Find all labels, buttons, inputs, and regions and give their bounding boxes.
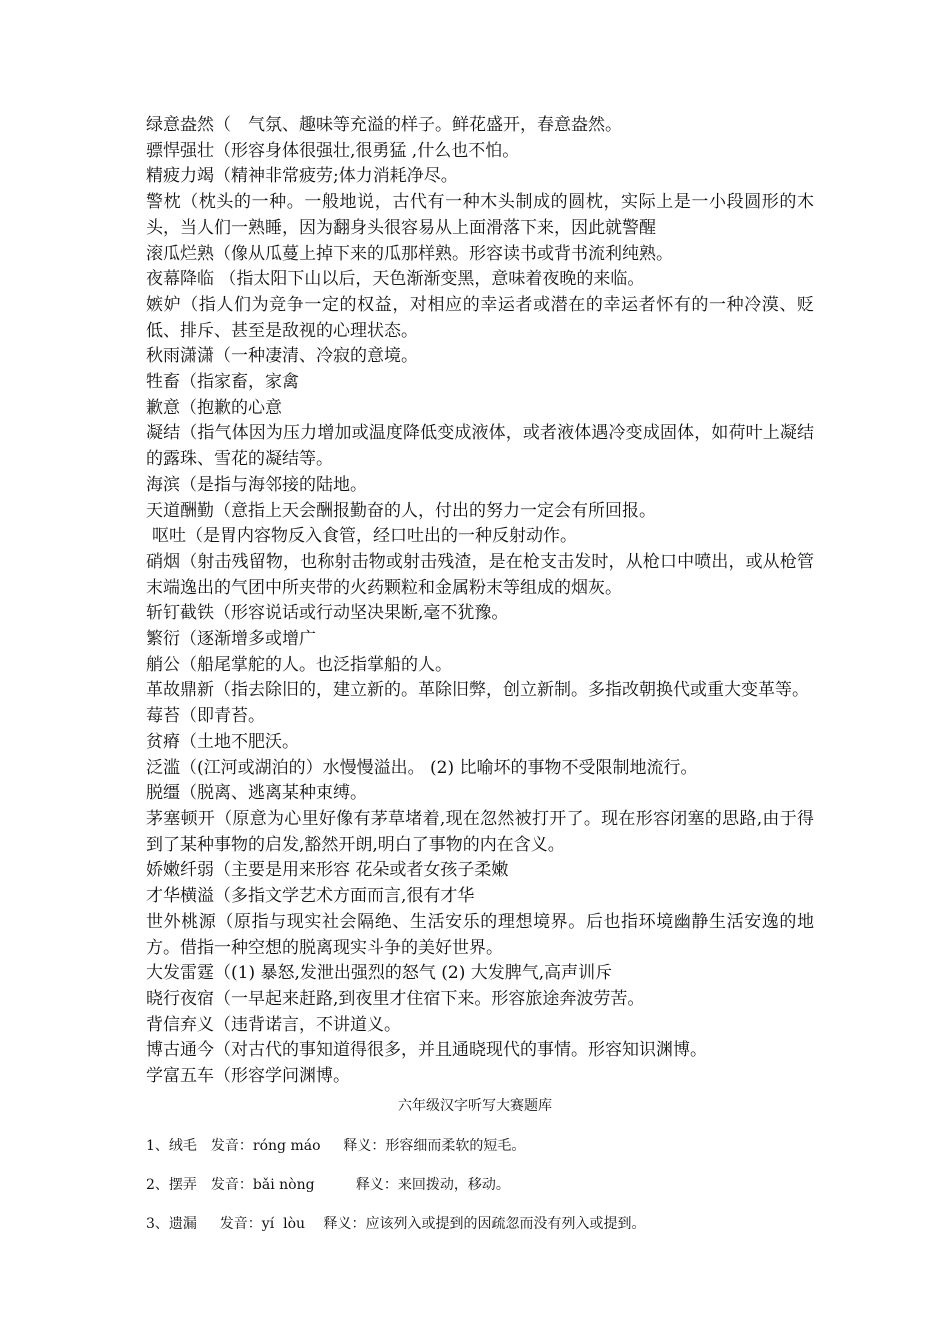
section-title: 六年级汉字听写大赛题库 xyxy=(398,1098,552,1114)
definition-entry: 世外桃源（原指与现实社会隔绝、生活安乐的理想境界。后也指环境幽静生活安逸的地方。借指一种空想的脱离现实斗争的美好世界。 xyxy=(146,911,814,958)
definition-entry: 脱缰（脱离、逃离某种束缚。 xyxy=(146,783,367,804)
definition-entry: 娇嫩纤弱（主要是用来形容 花朵或者女孩子柔嫩 xyxy=(146,860,509,881)
definition-entry: 莓苔（即青苔。 xyxy=(146,706,265,727)
definition-entry: 牲畜（指家畜，家禽 xyxy=(146,372,299,393)
definition-entry: 呕吐（是胃内容物反入食管，经口吐出的一种反射动作。 xyxy=(152,526,577,547)
definition-entry: 贫瘠（土地不肥沃。 xyxy=(146,731,299,752)
dictation-item: 1、绒毛 发音：róng máo 释义：形容细而柔软的短毛。 xyxy=(146,1138,526,1154)
definition-entry: 精疲力竭（精神非常疲劳;体力消耗净尽。 xyxy=(146,166,458,187)
definition-entry: 泛滥（(江河或湖泊的）水慢慢溢出。 (2) 比喻坏的事物不受限制地流行。 xyxy=(146,757,698,778)
definition-entry: 博古通今（对古代的事知道得很多，并且通晓现代的事情。形容知识渊博。 xyxy=(146,1040,707,1061)
definition-entry: 夜幕降临 （指太阳下山以后，天色渐渐变黑，意味着夜晚的来临。 xyxy=(146,269,645,290)
definition-entry: 硝烟（射击残留物，也称射击物或射击残渣，是在枪支击发时，从枪口中喷出，或从枪管末端逸出的气团中所夹带的火药颗粒和金属粉末等组成的烟灰。 xyxy=(146,551,814,598)
definition-entry: 凝结（指气体因为压力增加或温度降低变成液体，或者液体遇冷变成固体，如荷叶上凝结的露珠、雪花的凝结等。 xyxy=(146,423,814,470)
definition-entry: 晓行夜宿（一早起来赶路,到夜里才住宿下来。形容旅途奔波劳苦。 xyxy=(146,988,645,1009)
definition-entry: 海滨（是指与海邻接的陆地。 xyxy=(146,474,367,495)
definition-entry: 骠悍强壮（形容身体很强壮,很勇猛 ,什么也不怕。 xyxy=(146,140,520,161)
dictation-item: 2、摆弄 发音：bǎi nòng 释义：来回拨动，移动。 xyxy=(146,1177,510,1193)
definition-entry: 学富五车（形容学问渊博。 xyxy=(146,1066,350,1087)
definition-entry: 茅塞顿开（原意为心里好像有茅草堵着,现在忽然被打开了。现在形容闭塞的思路,由于得到了某种事物的启发,豁然开朗,明白了事物的内在含义。 xyxy=(146,808,814,855)
definition-entry: 才华横溢（多指文学艺术方面而言,很有才华 xyxy=(146,886,475,907)
definitions-list xyxy=(146,113,814,1090)
definition-entry: 斩钉截铁（形容说话或行动坚决果断,毫不犹豫。 xyxy=(146,603,509,624)
definition-entry: 滚瓜烂熟（像从瓜蔓上掉下来的瓜那样熟。形容读书或背书流利纯熟。 xyxy=(146,243,673,264)
definition-entry: 背信弃义（违背诺言，不讲道义。 xyxy=(146,1014,401,1035)
definition-entry: 警枕（枕头的一种。一般地说，古代有一种木头制成的圆枕，实际上是一小段圆形的木头，当人们一熟睡，因为翻身头很容易从上面滑落下来，因此就警醒 xyxy=(146,192,814,238)
definition-entry: 秋雨潇潇（一种凄清、冷寂的意境。 xyxy=(146,346,418,367)
dictation-item: 3、遗漏 发音：yí lòu 释义：应该列入或提到的因疏忽而没有列入或提到。 xyxy=(146,1216,646,1232)
definition-entry: 革故鼎新（指去除旧的，建立新的。革除旧弊，创立新制。多指改朝换代或重大变革等。 xyxy=(146,680,809,701)
definition-entry: 艄公（船尾掌舵的人。也泛指掌船的人。 xyxy=(146,654,452,675)
definition-entry: 歉意（抱歉的心意 xyxy=(146,397,282,418)
definition-entry: 嫉妒（指人们为竞争一定的权益，对相应的幸运者或潜在的幸运者怀有的一种冷漠、贬低、排斥、甚至是敌视的心理状态。 xyxy=(146,294,814,341)
definition-entry: 大发雷霆（(1) 暴怒,发泄出强烈的怒气 (2) 大发脾气,高声训斥 xyxy=(146,963,613,984)
definition-entry: 天道酬勤（意指上天会酬报勤奋的人，付出的努力一定会有所回报。 xyxy=(146,500,656,521)
definition-entry: 繁衍（逐渐增多或增广 xyxy=(146,629,316,650)
definition-entry: 绿意盎然（ 气氛、趣味等充溢的样子。鲜花盛开，春意盎然。 xyxy=(146,115,622,135)
